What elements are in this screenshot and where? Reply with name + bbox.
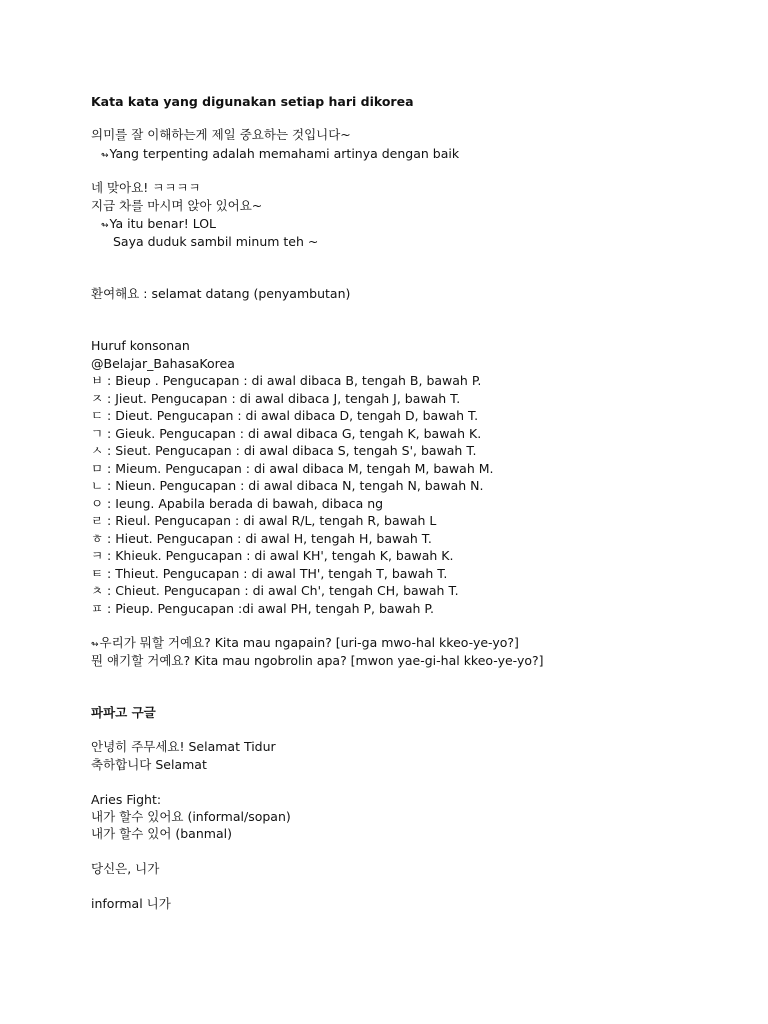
consonant-item: ㄴ : Nieun. Pengucapan : di awal dibaca N, tengah N, bawah N. [91, 478, 484, 493]
translation-3: Saya duduk sambil minum teh ~ [113, 234, 319, 249]
phrase-line: 축하합니다 Selamat [91, 757, 207, 772]
arrow-icon: ↬ [91, 640, 99, 650]
arrow-icon: ↬ [101, 151, 109, 161]
informal-line: informal 니가 [91, 896, 171, 911]
korean-sentence-3: 지금 차를 마시며 앉아 있어요~ [91, 198, 263, 213]
consonant-item: ㅎ : Hieut. Pengucapan : di awal H, tengah H, bawah T. [91, 531, 432, 546]
consonants-source: @Belajar_BahasaKorea [91, 356, 235, 371]
consonant-item: ㅇ : Ieung. Apabila berada di bawah, dibaca ng [91, 496, 384, 511]
aries-line: 내가 할수 있어요 (informal/sopan) [91, 809, 291, 824]
you-line: 당신은, 니가 [91, 861, 160, 876]
question-2: 뭔 얘기할 거예요? Kita mau ngobrolin apa? [mwon yae-gi-hal kkeo-ye-yo?] [91, 653, 544, 668]
consonant-item: ㅋ : Khieuk. Pengucapan : di awal KH', tengah K, bawah K. [91, 548, 454, 563]
welcome-line: 환여해요 : selamat datang (penyambutan) [91, 286, 351, 301]
question-1-text: 우리가 뭐할 거예요? Kita mau ngapain? [uri-ga mwo-hal kkeo-ye-yo?] [99, 635, 519, 650]
consonant-item: ㄱ : Gieuk. Pengucapan : di awal dibaca G, tengah K, bawah K. [91, 426, 482, 441]
consonant-item: ㅂ : Bieup . Pengucapan : di awal dibaca B, tengah B, bawah P. [91, 373, 482, 388]
consonants-heading: Huruf konsonan [91, 338, 190, 353]
aries-heading: Aries Fight: [91, 792, 162, 807]
consonant-item: ㅈ : Jieut. Pengucapan : di awal dibaca J, tengah J, bawah T. [91, 391, 461, 406]
phrase-line: 안녕히 주무세요! Selamat Tidur [91, 739, 276, 754]
consonant-item: ㅁ : Mieum. Pengucapan : di awal dibaca M, tengah M, bawah M. [91, 461, 494, 476]
translation-1 [101, 146, 459, 164]
translation-1-text: Yang terpenting adalah memahami artinya dengan baik [109, 146, 460, 161]
consonant-item: ㅊ : Chieut. Pengucapan : di awal Ch', tengah CH, bawah T. [91, 583, 459, 598]
consonant-item: ㄷ : Dieut. Pengucapan : di awal dibaca D, tengah D, bawah T. [91, 408, 479, 423]
consonant-item: ㅅ : Sieut. Pengucapan : di awal dibaca S, tengah S', bawah T. [91, 443, 477, 458]
translation-2-text: Ya itu benar! LOL [109, 216, 217, 231]
korean-sentence-1: 의미를 잘 이해하는게 제일 중요하는 것입니다~ [91, 127, 351, 142]
arrow-icon: ↬ [101, 221, 109, 231]
consonant-item: ㄹ : Rieul. Pengucapan : di awal R/L, tengah R, bawah L [91, 513, 437, 528]
korean-sentence-2: 네 맞아요! ㅋㅋㅋㅋ [91, 180, 201, 195]
document-title: Kata kata yang digunakan setiap hari dikorea [91, 94, 414, 109]
translation-2 [101, 216, 216, 234]
aries-line: 내가 할수 있어 (banmal) [91, 826, 232, 841]
consonant-item: ㅌ : Thieut. Pengucapan : di awal TH', tengah T, bawah T. [91, 566, 448, 581]
question-1 [91, 635, 519, 653]
consonant-item: ㅍ : Pieup. Pengucapan :di awal PH, tengah P, bawah P. [91, 601, 434, 616]
section-heading: 파파고 구글 [91, 705, 156, 720]
